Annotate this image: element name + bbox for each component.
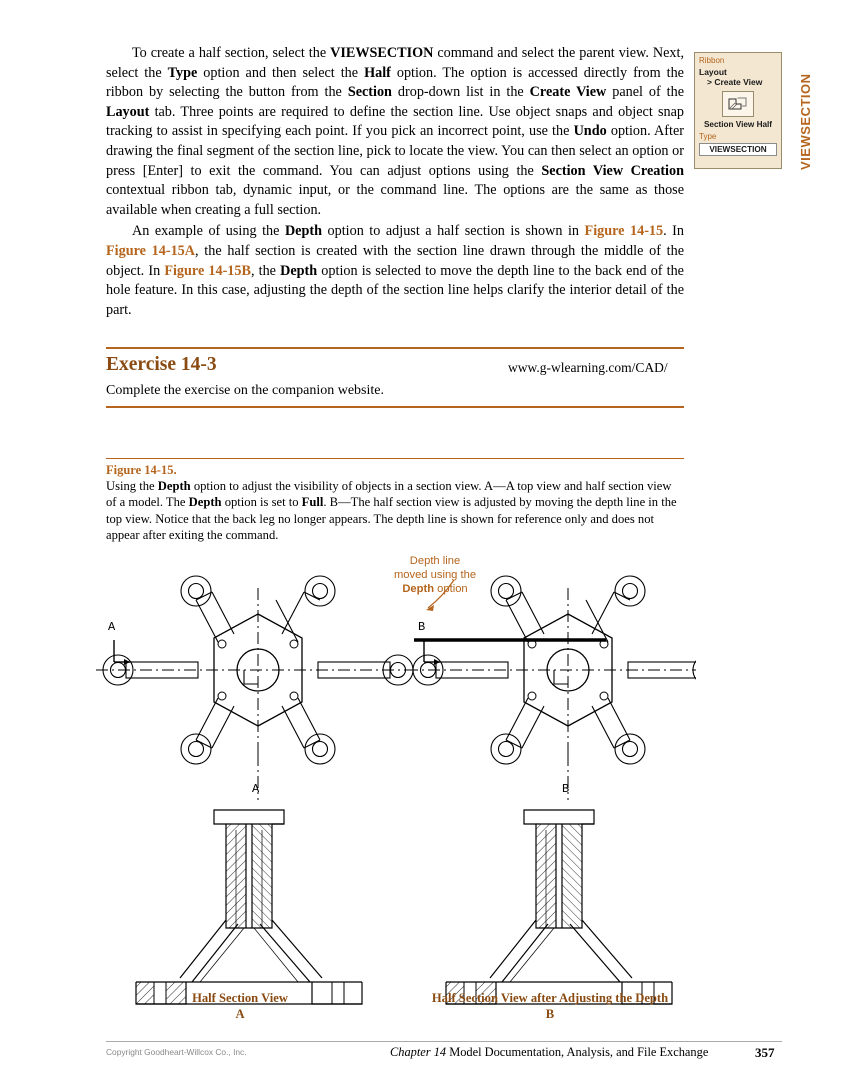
right-view-letter: B — [545, 1007, 555, 1021]
emphasized-term: Undo — [573, 123, 607, 140]
left-view-caption: Half Section View — [192, 991, 288, 1005]
top-view-a — [96, 576, 418, 800]
figure-number: Figure 14-15. — [106, 463, 177, 477]
emphasized-term: Create View — [529, 84, 607, 101]
emphasized-term: Depth — [284, 223, 322, 240]
paragraph-1: To create a half section, select the VIEWSECTION command and select the parent view. Next, select the Type option and then select the Half option. The option is accessed directly from the ribbon by selecting the button from the Section drop-down list in the Create View panel of the Layout tab. Three points are required to define the section line. Use object snaps and object snap tracking to assist in specifying each point. If you pick an incorrect point, use the Undo option. After drawing the final segment of the section line, pick to locate the view. You can then select an option or press [Enter] to exit the command. You can adjust options using the Section View Creation contextual ribbon tab, dynamic input, or the command line. The options are the same as those available when creating a full section. — [106, 45, 685, 218]
emphasized-term: VIEWSECTION — [330, 45, 434, 61]
figure-reference: Figure 14-15A — [106, 242, 196, 259]
figure-reference: Figure 14-15B — [164, 262, 251, 279]
ribbon-heading: Ribbon — [699, 56, 725, 65]
right-bottom-label: B — [562, 782, 570, 796]
vertical-command-tag — [782, 52, 813, 170]
left-bottom-label: A — [252, 782, 260, 796]
right-top-label: B — [418, 620, 426, 634]
emphasized-term: Depth — [157, 479, 191, 493]
right-view-caption: Half Section View after Adjusting the Depth — [431, 991, 669, 1005]
footer-chapter — [390, 1045, 708, 1060]
figure-drawing-area — [96, 548, 696, 1008]
ribbon-callout-box — [694, 52, 782, 169]
section-view-half-icon — [722, 91, 754, 117]
ribbon-icon-wrapper — [699, 91, 777, 117]
footer-chapter-number: Chapter 14 — [390, 1045, 447, 1059]
section-view-a — [136, 810, 362, 1008]
exercise-subtitle: Complete the exercise on the companion website. — [106, 383, 384, 398]
footer-chapter-title: Model Documentation, Analysis, and File Exchange — [446, 1045, 709, 1059]
exercise-rule-bottom — [106, 406, 684, 408]
vertical-command-tag-text: VIEWSECTION — [798, 73, 813, 170]
figure-reference: Figure 14-15 — [584, 223, 664, 240]
emphasized-term: Type — [167, 64, 198, 81]
ribbon-type-label: Type — [699, 132, 717, 141]
callout-line-3-bold: Depth — [402, 583, 435, 595]
emphasized-term: Depth — [188, 495, 222, 510]
callout-line-3-rest: option — [434, 583, 468, 595]
ribbon-tab: Layout — [699, 67, 727, 77]
footer-rule — [106, 1041, 782, 1042]
ribbon-icon-caption: Section View Half — [703, 120, 773, 129]
emphasized-term: Full — [301, 495, 324, 510]
figure-caption: Using the Depth option to adjust the visibility of objects in a section view. A—A top view and half section view of a model. The Depth option is set to Full. B—The half section view is adjusted by moving the depth line in the top view. Notice that the back leg no longer appears. The depth line is shown for reference only and does not appear after exiting the command. — [106, 479, 677, 543]
emphasized-term: Depth — [280, 262, 318, 279]
left-top-label: A — [108, 620, 116, 634]
section-line-a — [108, 620, 260, 796]
technical-drawing-svg — [96, 548, 696, 1008]
emphasized-term: Section — [347, 84, 392, 101]
callout-line-1: Depth line — [409, 555, 461, 567]
footer-page-number: 357 — [755, 1045, 775, 1060]
left-view-letter: A — [235, 1007, 245, 1021]
exercise-url: www.g-wlearning.com/CAD/ — [508, 360, 668, 375]
exercise-rule-top — [106, 347, 684, 349]
exercise-title: Exercise 14-3 — [106, 354, 217, 375]
callout-line-2: moved using the — [393, 569, 477, 581]
section-view-b — [446, 810, 672, 1008]
emphasized-term: Layout — [106, 103, 150, 120]
figure-rule — [106, 458, 684, 459]
footer-copyright: Copyright Goodheart-Willcox Co., Inc. — [106, 1047, 247, 1057]
ribbon-panel: > Create View — [707, 77, 763, 87]
body-text-column — [106, 44, 684, 320]
paragraph-2: An example of using the Depth option to adjust a half section is shown in Figure 14-15. In Figure 14-15A, the half section is created with the section line drawn through the middle of the object. In Figure 14-15B, the Depth option is selected to move the depth line to the back end of the hole feature. In this case, adjusting the depth of the section line helps clarify the interior detail of the part. — [106, 223, 685, 318]
top-view-b — [406, 576, 696, 800]
emphasized-term: Half — [364, 64, 391, 81]
section-line-b — [418, 620, 569, 796]
emphasized-term: Section View Creation — [541, 162, 684, 179]
ribbon-command: VIEWSECTION — [699, 143, 777, 156]
